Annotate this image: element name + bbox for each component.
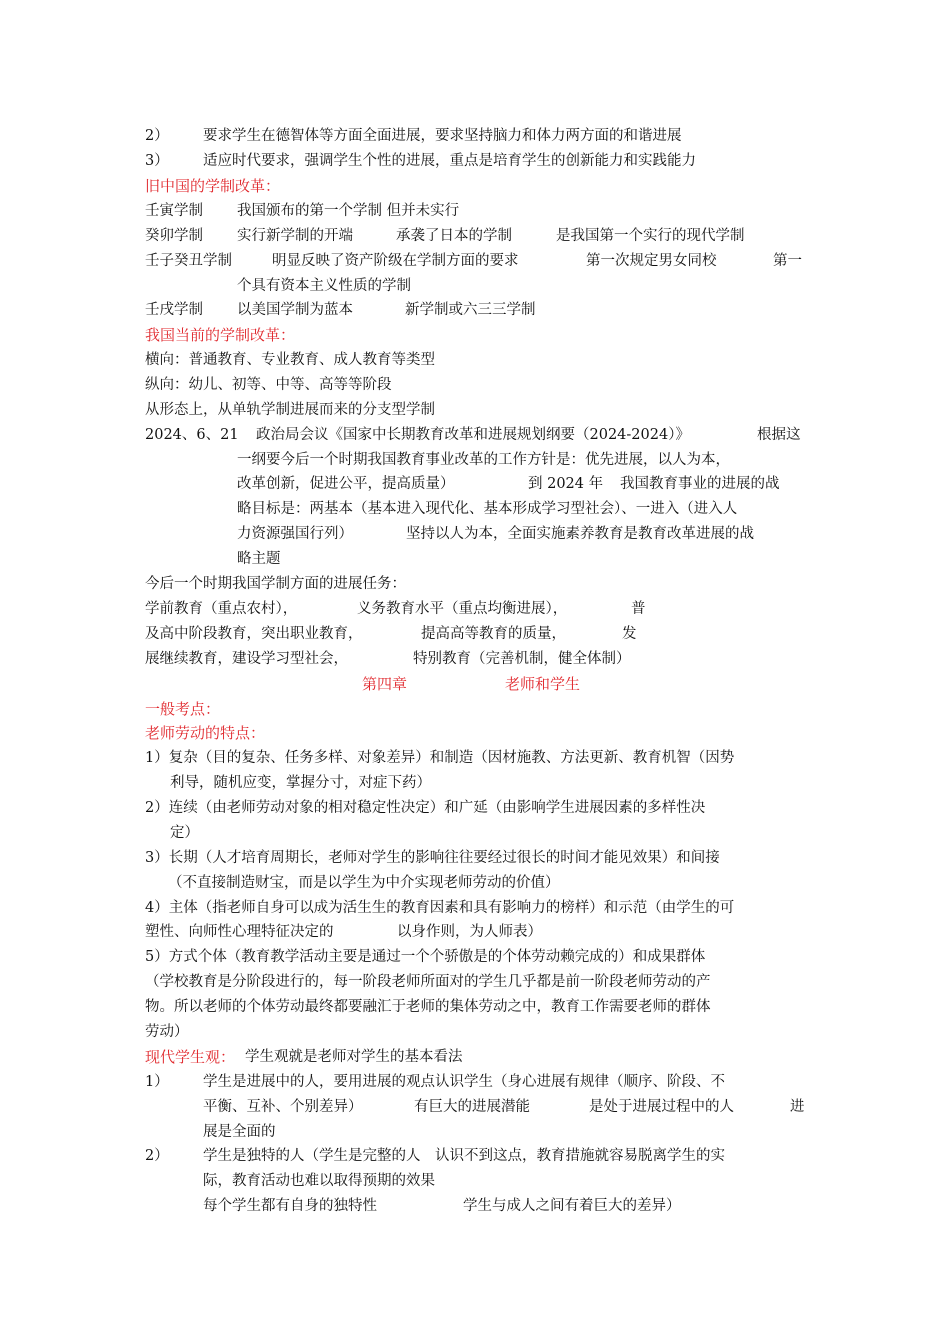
text-line: 及高中阶段教育，突出职业教育， (145, 626, 363, 642)
text-line: 纵向：幼儿、初等、中等、高等等阶段 (145, 377, 392, 393)
text-line: 我国教育事业的进展的战 (620, 476, 780, 492)
text-line: 力资源强国行列） (237, 526, 353, 542)
text-line: 以身作则，为人师表） (397, 924, 542, 940)
section-heading-teacher-labor: 老师劳动的特点： (145, 724, 266, 742)
text-line: 一纲要今后一个时期我国教育事业改革的工作方针是：优先进展，以人为本， (237, 452, 730, 468)
text-line: 5）方式个体（教育教学活动主要是通过一个个骄傲是的个体劳动赖完成的）和成果群体 (145, 949, 706, 965)
text-line: 每个学生都有自身的独特性 (203, 1198, 377, 1214)
text-line: 实行新学制的开端 (237, 228, 353, 244)
text-line: 承袭了日本的学制 (396, 228, 512, 244)
text-line: 第一 (773, 253, 802, 269)
text-line: 展继续教育，建设学习型社会， (145, 651, 348, 667)
list-item-2: 2） (145, 1148, 169, 1164)
chapter-number: 第四章 (362, 675, 408, 693)
text-line: 壬子癸丑学制 (145, 253, 232, 269)
text-line: 略主题 (237, 551, 281, 567)
text-line: 进 (790, 1099, 805, 1115)
list-item-2: 2） (145, 128, 169, 144)
text-line: 2）连续（由老师劳动对象的相对稳定性决定）和广延（由影响学生进展因素的多样性决 (145, 800, 706, 816)
text-line: 到 2024 年 (528, 476, 604, 492)
text-line: 4）主体（指老师自身可以成为活生生的教育因素和具有影响力的榜样）和示范（由学生的可 (145, 900, 735, 916)
text-line: 壬寅学制 (145, 203, 203, 219)
text-line: 坚持以人为本，全面实施素养教育是教育改革进展的战 (406, 526, 754, 542)
list-item-3: 3） (145, 153, 169, 169)
text-line: 今后一个时期我国学制方面的进展任务： (145, 576, 406, 592)
section-heading-current-school-system: 我国当前的学制改革： (145, 326, 296, 344)
text-line: 利导，随机应变，掌握分寸，对症下药） (170, 775, 431, 791)
text-line: 学生观就是老师对学生的基本看法 (245, 1049, 463, 1065)
text-line: 学前教育（重点农村）， (145, 601, 298, 617)
text-line: 发 (622, 626, 637, 642)
text-line: 展是全面的 (203, 1124, 276, 1140)
text-line: 义务教育水平（重点均衡进展）， (357, 601, 568, 617)
text-line: 以美国学制为蓝本 (237, 302, 353, 318)
section-heading-general: 一般考点： (145, 700, 221, 718)
text-line: 从形态上，从单轨学制进展而来的分支型学制 (145, 402, 435, 418)
text-line: 1）复杂（目的复杂、任务多样、对象差异）和制造（因材施教、方法更新、教育机智（因势 (145, 750, 735, 766)
text-line: 是处于进展过程中的人 (589, 1099, 734, 1115)
list-item-1: 1） (145, 1074, 169, 1090)
text-line: 2024、6、21 (145, 427, 239, 443)
text-line: 壬戌学制 (145, 302, 203, 318)
text-line: 个具有资本主义性质的学制 (237, 278, 411, 294)
text-line: 提高高等教育的质量， (421, 626, 566, 642)
text-line: 平衡、互补、个别差异） (203, 1099, 363, 1115)
text-line: 学生是进展中的人，要用进展的观点认识学生（身心进展有规律（顺序、阶段、不 (203, 1074, 725, 1090)
text-line: 根据这 (757, 427, 801, 443)
text-line: 有巨大的进展潜能 (414, 1099, 530, 1115)
text-line: 政治局会议《国家中长期教育改革和进展规划纲要（2024-2024）》 (256, 427, 690, 443)
text-line: 是我国第一个实行的现代学制 (556, 228, 745, 244)
text-line: 物。所以老师的个体劳动最终都要融汇于老师的集体劳动之中，教育工作需要老师的群体 (145, 999, 711, 1015)
text-line: 癸卯学制 (145, 228, 203, 244)
text-line: 明显反映了资产阶级在学制方面的要求 (272, 253, 519, 269)
text-line: （学校教育是分阶段进行的，每一阶段老师所面对的学生几乎都是前一阶段老师劳动的产 (145, 974, 711, 990)
text-line: （不直接制造财宝，而是以学生为中介实现老师劳动的价值） (168, 875, 560, 891)
text-line: 横向：普通教育、专业教育、成人教育等类型 (145, 352, 435, 368)
text-line: 我国颁布的第一个学制 但并未实行 (237, 203, 460, 219)
text-line: 新学制或六三三学制 (405, 302, 536, 318)
section-heading-student-view: 现代学生观： (145, 1048, 236, 1066)
text-line: 特别教育（完善机制，健全体制） (413, 651, 631, 667)
text-line: 3）长期（人才培育周期长，老师对学生的影响往往要经过很长的时间才能见效果）和间接 (145, 850, 720, 866)
section-heading-old-school-system: 旧中国的学制改革： (145, 177, 281, 195)
text-line: 际，教育活动也难以取得预期的效果 (203, 1173, 435, 1189)
text-line: 要求学生在德智体等方面全面进展，要求坚持脑力和体力两方面的和谐进展 (203, 128, 682, 144)
text-line: 改革创新，促进公平，提高质量） (237, 476, 455, 492)
chapter-title: 老师和学生 (505, 675, 581, 693)
text-line: 普 (631, 601, 646, 617)
text-line: 定） (170, 825, 199, 841)
text-line: 劳动） (145, 1024, 189, 1040)
text-line: 第一次规定男女同校 (586, 253, 717, 269)
text-line: 略目标是：两基本（基本进入现代化、基本形成学习型社会）、一进入（进入人 (237, 501, 738, 517)
text-line: 塑性、向师性心理特征决定的 (145, 924, 334, 940)
text-line: 学生与成人之间有着巨大的差异） (463, 1198, 681, 1214)
text-line: 学生是独特的人（学生是完整的人 认识不到这点，教育措施就容易脱离学生的实 (203, 1148, 725, 1164)
text-line: 适应时代要求，强调学生个性的进展，重点是培育学生的创新能力和实践能力 (203, 153, 696, 169)
